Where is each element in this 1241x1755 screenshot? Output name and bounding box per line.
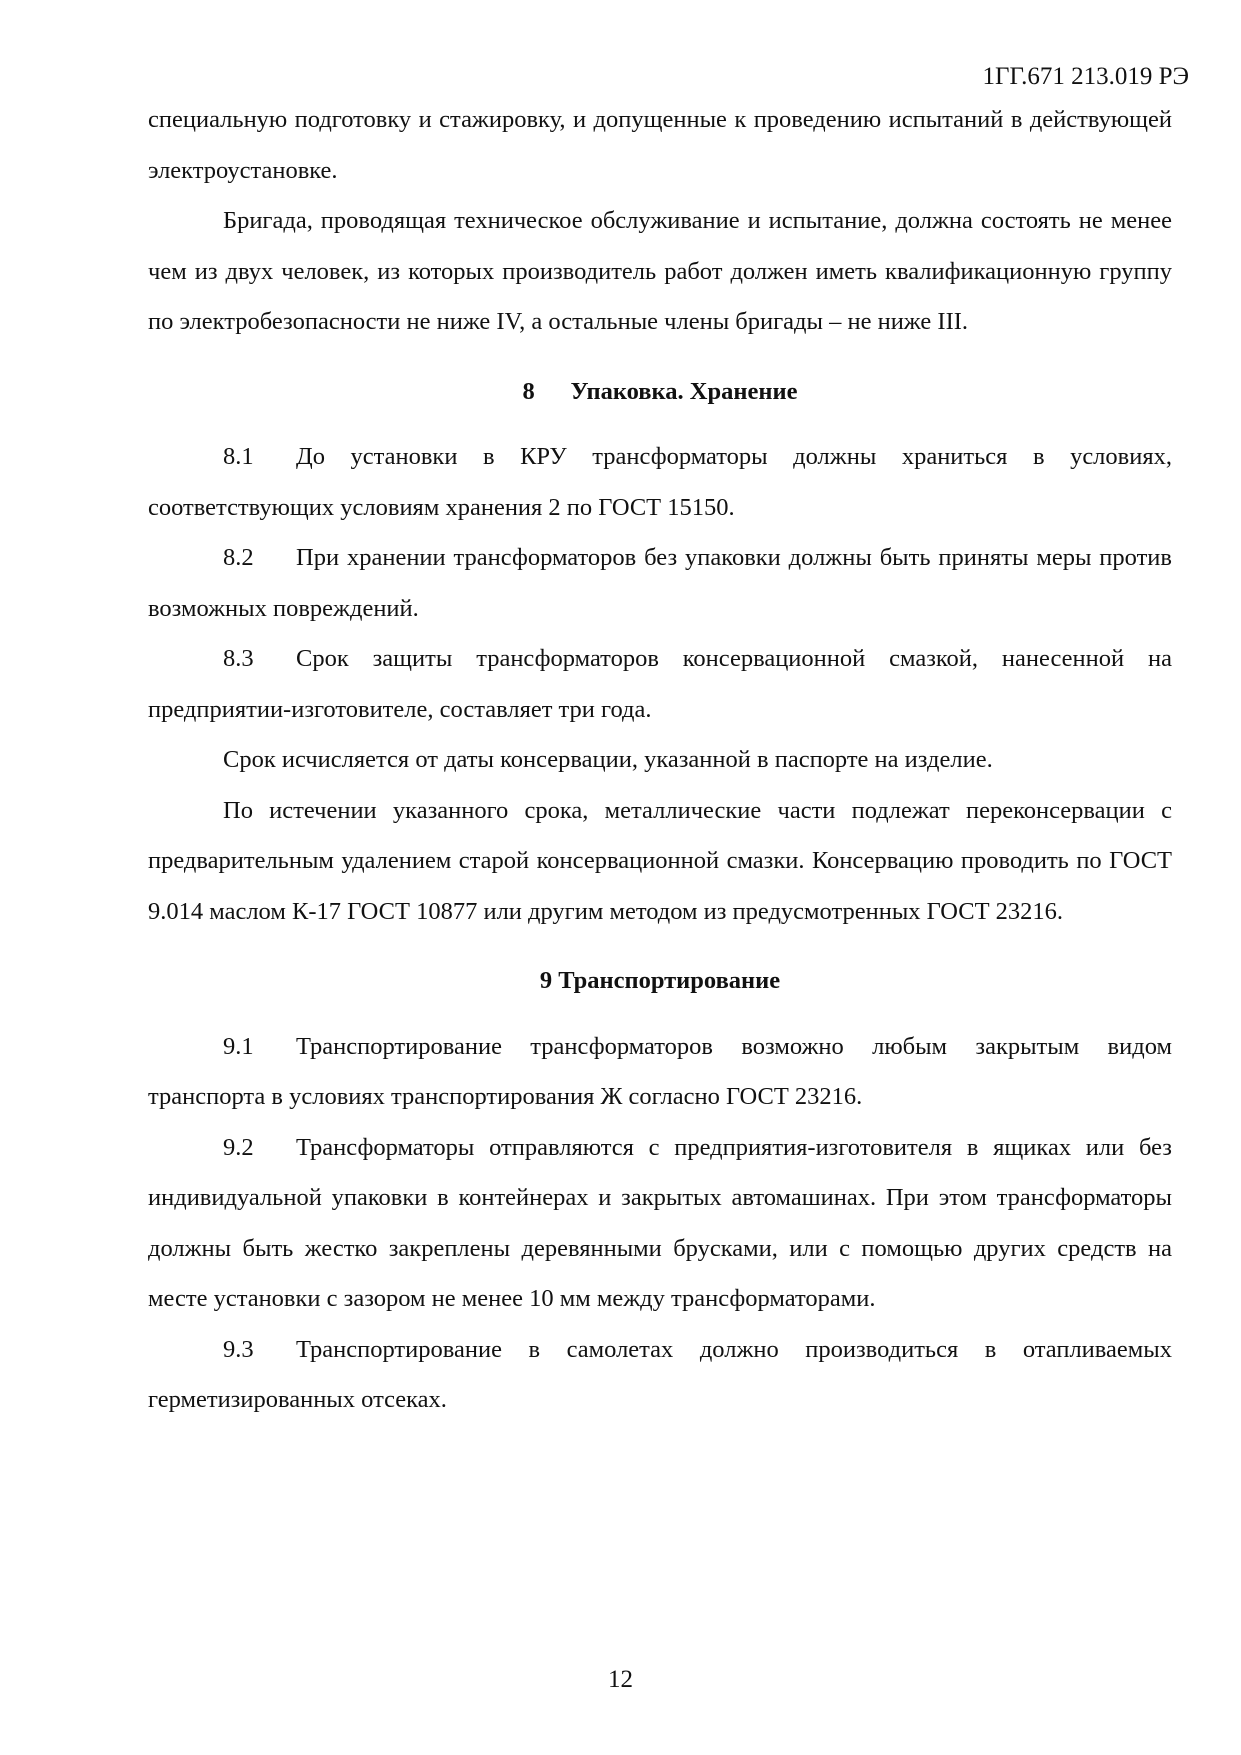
clause-9-1 [148, 1022, 1172, 1123]
clause-9-3 [148, 1325, 1172, 1426]
clause-9-2 [148, 1123, 1172, 1325]
section-8-number: 8 [522, 377, 535, 405]
clause-8-1 [148, 432, 1172, 533]
clause-text: До установки в КРУ трансформаторы должны храниться в условиях, соответствующих условиям хранения 2 по ГОСТ 15150. [148, 443, 1172, 521]
document-code: 1ГГ.671 213.019 РЭ [982, 63, 1189, 90]
clause-number: 8.3 [223, 645, 254, 672]
clause-number: 9.1 [223, 1032, 254, 1060]
clause-number: 9.2 [223, 1133, 254, 1161]
clause-8-3 [148, 634, 1172, 735]
clause-number: 8.2 [223, 544, 254, 571]
clause-number: 8.1 [223, 443, 254, 470]
section-8-title: Упаковка. Хранение [570, 377, 798, 405]
term-paragraph: Срок исчисляется от даты консервации, указанной в паспорте на изделие. [223, 746, 993, 773]
clause-text: Срок защиты трансформаторов консервационной смазкой, нанесенной на предприятии-изготовителе, составляет три года. [148, 645, 1172, 723]
clause-8-2 [148, 533, 1172, 634]
brigade-paragraph: Бригада, проводящая техническое обслуживание и испытание, должна состоять не менее чем из двух человек, из которых производитель работ должен иметь квалификационную группу по электробезопасности не ниже IV, а остальные члены бригады – не ниже III. [148, 207, 1172, 335]
clause-text: При хранении трансформаторов без упаковки должны быть приняты меры против возможных повреждений. [148, 544, 1172, 622]
section-8-heading [148, 367, 1172, 418]
page-content [148, 95, 1172, 1426]
clause-number: 9.3 [223, 1335, 254, 1363]
clause-text: Транспортирование в самолетах должно производиться в отапливаемых герметизированных отсеках. [148, 1335, 1172, 1413]
continuation-paragraph: специальную подготовку и стажировку, и допущенные к проведению испытаний в действующей электроустановке. [148, 106, 1172, 184]
reconservation-paragraph: По истечении указанного срока, металлические части подлежат переконсервации с предварительным удалением старой консервационной смазки. Консервацию проводить по ГОСТ 9.014 маслом К-17 ГОСТ 10877 или другим методом из предусмотренных ГОСТ 23216. [148, 796, 1172, 925]
section-9-heading: 9 Транспортирование [539, 967, 781, 994]
clause-text: Трансформаторы отправляются с предприятия-изготовителя в ящиках или без индивидуальной упаковки в контейнерах и закрытых автомашинах. При этом трансформаторы должны быть жестко закреплены деревянными брусками, или с помощью других средств на месте установки с зазором не менее 10 мм между трансформаторами. [148, 1133, 1172, 1312]
clause-text: Транспортирование трансформаторов возможно любым закрытым видом транспорта в условиях транспортирования Ж согласно ГОСТ 23216. [148, 1032, 1172, 1110]
page-number: 12 [608, 1666, 633, 1693]
